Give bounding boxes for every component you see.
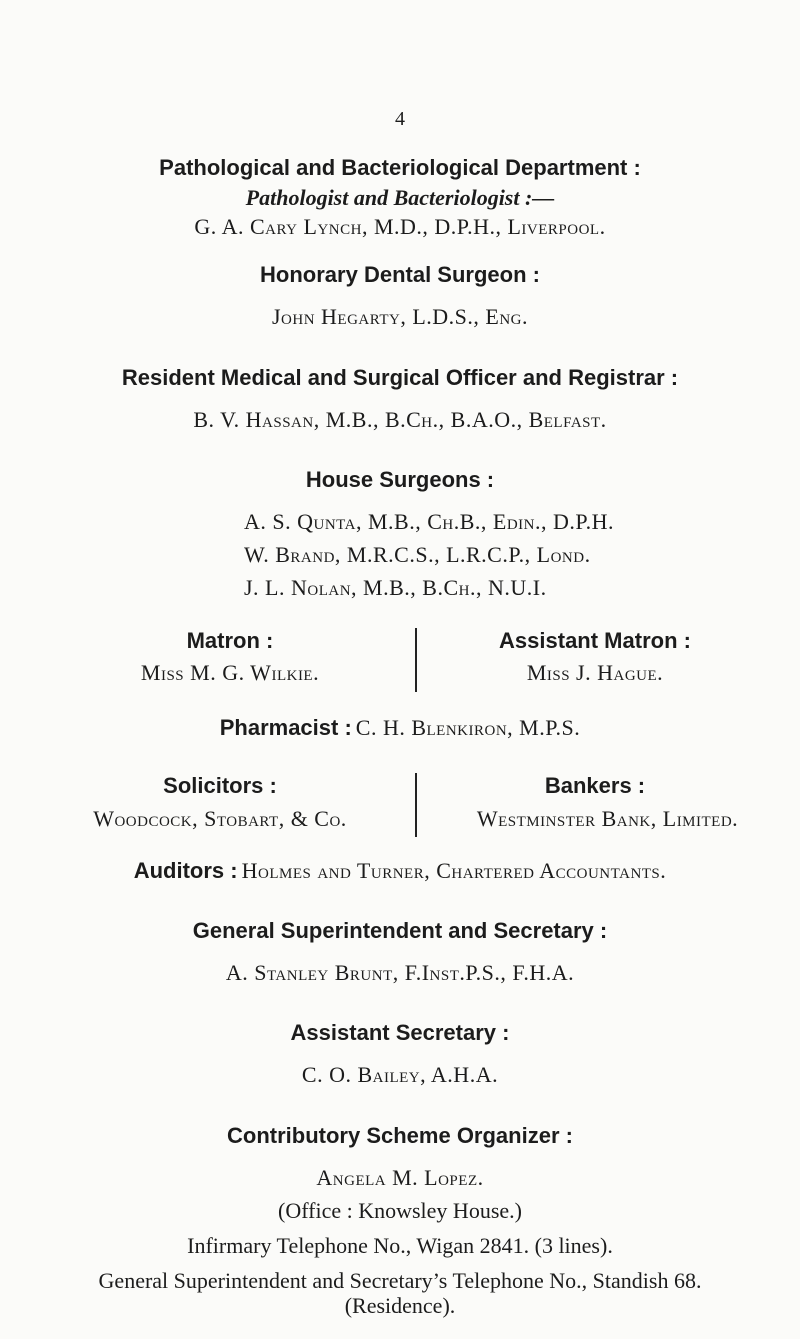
column-divider: [415, 628, 417, 692]
general-superintendent-heading: General Superintendent and Secretary :: [192, 918, 608, 943]
solicitors-heading: Solicitors :: [163, 773, 277, 798]
house-surgeon-name: A. S. Qunta, M.B., Ch.B., Edin., D.P.H.: [244, 509, 615, 534]
infirmary-telephone: Infirmary Telephone No., Wigan 2841. (3 lines).: [187, 1233, 613, 1258]
auditors-line: [0, 858, 800, 884]
resident-officer-name: B. V. Hassan, M.B., B.Ch., B.A.O., Belfast.: [193, 407, 607, 432]
pathology-heading: Pathological and Bacteriological Department :: [159, 155, 641, 180]
office-line: (Office : Knowsley House.): [278, 1198, 522, 1223]
pharmacist-label: Pharmacist :: [219, 715, 352, 740]
pharmacist-line: [0, 715, 800, 741]
matron-name: Miss M. G. Wilkie.: [140, 660, 320, 685]
pathologist-name: G. A. Cary Lynch, M.D., D.P.H., Liverpool.: [194, 214, 606, 239]
resident-heading: Resident Medical and Surgical Officer and Registrar :: [121, 365, 679, 390]
matron-heading: Matron :: [186, 628, 274, 653]
contributory-heading: Contributory Scheme Organizer :: [227, 1123, 573, 1148]
pathology-subheading: Pathologist and Bacteriologist :—: [245, 185, 555, 210]
superintendent-telephone: General Superintendent and Secretary’s Telephone No., Standish 68.: [98, 1268, 702, 1293]
page-number: 4: [395, 108, 405, 130]
dental-surgeon-name: John Hegarty, L.D.S., Eng.: [271, 304, 529, 329]
house-surgeon-name: J. L. Nolan, M.B., B.Ch., N.U.I.: [244, 575, 547, 600]
assistant-matron-heading: Assistant Matron :: [499, 628, 691, 653]
assistant-secretary-heading: Assistant Secretary :: [290, 1020, 510, 1045]
assistant-matron-name: Miss J. Hague.: [526, 660, 664, 685]
auditors-label: Auditors :: [133, 858, 238, 883]
residence-line: (Residence).: [344, 1293, 456, 1318]
dental-heading: Honorary Dental Surgeon :: [260, 262, 540, 287]
bankers-name: Westminster Bank, Limited.: [476, 806, 739, 831]
bankers-heading: Bankers :: [544, 773, 646, 798]
column-divider: [415, 773, 417, 837]
contributory-organizer-name: Angela M. Lopez.: [316, 1165, 484, 1190]
house-surgeon-name: W. Brand, M.R.C.S., L.R.C.P., Lond.: [244, 542, 591, 567]
pharmacist-name: C. H. Blenkiron, M.P.S.: [355, 715, 581, 740]
auditors-name: Holmes and Turner, Chartered Accountants.: [241, 858, 667, 883]
assistant-secretary-name: C. O. Bailey, A.H.A.: [301, 1062, 499, 1087]
solicitors-name: Woodcock, Stobart, & Co.: [93, 806, 347, 831]
general-superintendent-name: A. Stanley Brunt, F.Inst.P.S., F.H.A.: [225, 960, 575, 985]
house-surgeons-heading: House Surgeons :: [305, 467, 495, 492]
